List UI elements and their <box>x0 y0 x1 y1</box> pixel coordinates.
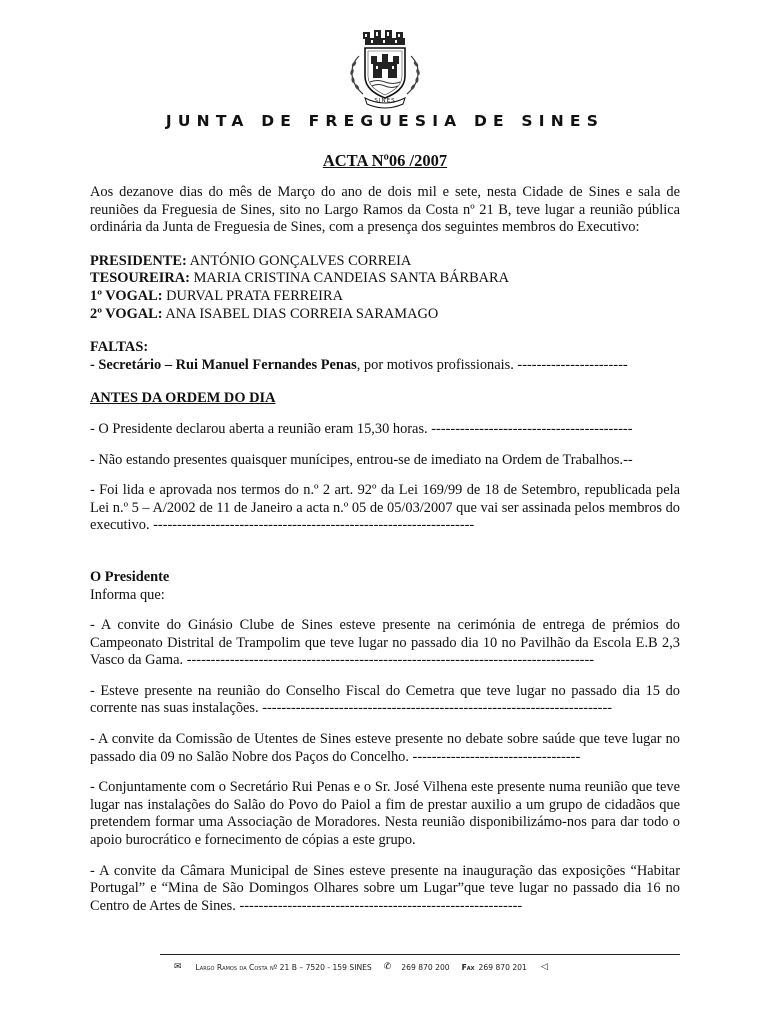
president-item: - A convite do Ginásio Clube de Sines esteve presente na cerimónia de entrega de prémios do Campeonato Distrital de Trampolim que teve lugar no passado dia 10 no Pavilhão da Escola E.B 2,3 Vasco da Gama. ------------------------------------------------------------------------------------- <box>90 617 680 669</box>
member-line <box>90 288 680 306</box>
intro-paragraph: Aos dezanove dias do mês de Março do ano de dois mil e sete, nesta Cidade de Sines e sala de reuniões da Freguesia de Sines, sito no Largo Ramos da Costa nº 21 B, teve lugar a reunião pública ordinária da Junta de Freguesia de Sines, com a presença dos seguintes membros do Executivo: <box>90 184 680 236</box>
before-agenda-heading: ANTES DA ORDEM DO DIA <box>90 390 276 407</box>
president-item: - Conjuntamente com o Secretário Rui Penas e o Sr. José Vilhena este presente numa reunião que teve lugar nas instalações do Salão do Povo do Paiol a fim de prestar auxilio a um grupo de cidadãos que pretendem formar uma Associação de Moradores. Nesta reunião disponibilizámo-nos para dar todo o apoio burocrático e fornecimento de cópias a este grupo. <box>90 779 680 849</box>
member-role: 2º VOGAL: <box>90 305 163 322</box>
absences-heading-text: FALTAS: <box>90 339 149 356</box>
telephone-icon: ✆ <box>383 962 392 972</box>
president-item: - Esteve presente na reunião do Conselho Fiscal do Cemetra que teve lugar no passado dia 15 do corrente nas suas instalações. ------------------------------------------------------------------------- <box>90 682 680 717</box>
member-line <box>90 306 680 324</box>
member-name: DURVAL PRATA FERREIRA <box>162 287 343 304</box>
member-role: TESOUREIRA: <box>90 270 190 287</box>
envelope-icon: ✉ <box>174 962 182 972</box>
member-line <box>90 253 680 271</box>
agenda-item: - Foi lida e aprovada nos termos do n.º 2 art. 92º da Lei 169/99 de 18 de Setembro, republicada pela Lei n.º 5 – A/2002 de 11 de Janeiro a acta n.º 05 de 05/03/2007 que vai ser assinada pelos membros do executivo. ------------------------------------------------------------------- <box>90 482 680 534</box>
crest-caption: SINES <box>374 98 396 104</box>
organization-title: JUNTA DE FREGUESIA DE SINES <box>165 112 605 130</box>
absences-section <box>90 339 680 374</box>
president-item: - A convite da Câmara Municipal de Sines esteve presente na inauguração das exposições “Habitar Portugal” e “Mina de São Domingos Olhares sobre um Lugar”que teve lugar no passado dia 16 no Centro de Artes de Sines. ----------------------------------------------------------- <box>90 862 680 914</box>
document-title: ACTA Nº06 /2007 <box>322 151 448 170</box>
footer-fax-label: Fax <box>461 962 475 972</box>
agenda-item: - Não estando presentes quaisquer munícipes, entrou-se de imediato na Ordem de Trabalhos.-- <box>90 451 633 468</box>
president-subheading: Informa que: <box>90 586 165 603</box>
footer-phone: 269 870 200 <box>401 962 450 972</box>
page-footer <box>160 960 680 974</box>
member-role: 1º VOGAL: <box>90 287 163 304</box>
absences-heading <box>90 339 680 357</box>
footer-divider <box>160 954 680 955</box>
member-role: PRESIDENTE: <box>90 252 187 269</box>
footer-address: Largo Ramos da Costa nº 21 B – 7520 - 159 SINES <box>195 962 372 972</box>
member-name: ANTÓNIO GONÇALVES CORREIA <box>186 252 412 269</box>
fax-icon: ◁ <box>540 962 548 972</box>
president-heading <box>90 569 680 587</box>
members-list <box>90 253 680 323</box>
member-line <box>90 270 680 288</box>
agenda-item: - O Presidente declarou aberta a reunião eram 15,30 horas. ------------------------------------------ <box>90 420 633 437</box>
footer-fax: 269 870 201 <box>478 962 527 972</box>
absence-reason: , por motivos profissionais. ----------------------- <box>356 356 628 373</box>
president-item: - A convite da Comissão de Utentes de Sines esteve presente no debate sobre saúde que teve lugar no passado dia 09 no Salão Nobre dos Paços do Concelho. ----------------------------------- <box>90 731 680 765</box>
president-heading-text: O Presidente <box>90 568 170 585</box>
document-body <box>90 184 680 915</box>
absence-person: - Secretário – Rui Manuel Fernandes Penas <box>90 356 357 373</box>
member-name: ANA ISABEL DIAS CORREIA SARAMAGO <box>162 305 439 322</box>
member-name: MARIA CRISTINA CANDEIAS SANTA BÁRBARA <box>189 270 510 287</box>
absence-entry <box>90 357 680 375</box>
